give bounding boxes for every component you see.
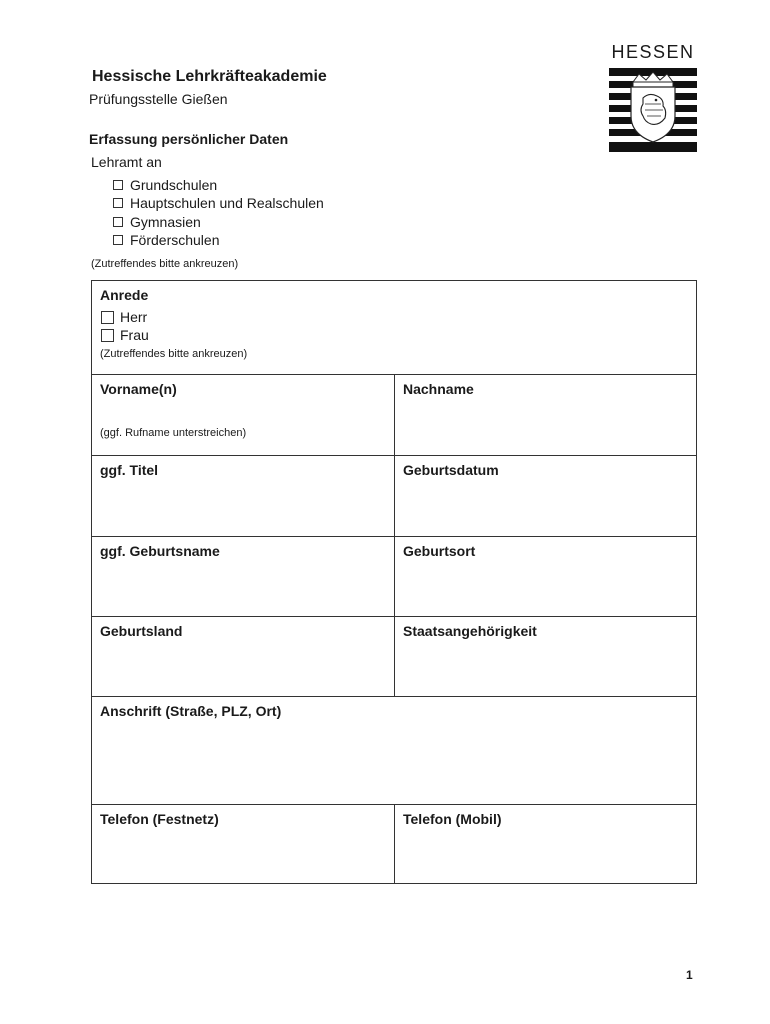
- vorname-note: (ggf. Rufname unterstreichen): [100, 427, 247, 439]
- option-label: Förderschulen: [130, 232, 220, 249]
- telefon-mobil-label: Telefon (Mobil): [403, 811, 502, 827]
- geburtsname-field[interactable]: [92, 537, 395, 616]
- titel-label: ggf. Titel: [100, 462, 159, 478]
- department-subtitle: Prüfungsstelle Gießen: [89, 91, 228, 107]
- titel-field[interactable]: [92, 456, 395, 536]
- personal-data-form: [91, 280, 697, 884]
- lehramt-option-haupt-realschulen[interactable]: [113, 194, 324, 212]
- nachname-field[interactable]: [395, 375, 697, 455]
- anschrift-field[interactable]: [92, 697, 696, 804]
- anrede-note: (Zutreffendes bitte ankreuzen): [100, 348, 248, 360]
- checkbox[interactable]: [113, 235, 123, 245]
- logo-wordmark: HESSEN: [611, 42, 695, 62]
- nachname-label: Nachname: [403, 381, 474, 397]
- checkbox[interactable]: [101, 311, 114, 324]
- organization-title: Hessische Lehrkräfteakademie: [92, 68, 327, 85]
- vorname-label: Vorname(n): [100, 381, 177, 397]
- hessen-coat-of-arms-icon: [609, 68, 697, 154]
- geburtsland-label: Geburtsland: [100, 623, 183, 639]
- telefon-festnetz-label: Telefon (Festnetz): [100, 811, 219, 827]
- staatsangehoerigkeit-field[interactable]: [395, 617, 697, 696]
- geburtsort-label: Geburtsort: [403, 543, 476, 559]
- lehramt-label: Lehramt an: [91, 154, 162, 170]
- option-label: Gymnasien: [130, 213, 201, 230]
- geburtsname-label: ggf. Geburtsname: [100, 543, 220, 559]
- option-label: Herr: [120, 309, 148, 325]
- hessen-logo: [609, 42, 697, 154]
- anrede-option-herr[interactable]: [101, 308, 149, 326]
- lehramt-options: [113, 176, 324, 249]
- row-land: [92, 617, 696, 697]
- lehramt-option-grundschulen[interactable]: [113, 176, 324, 194]
- checkbox[interactable]: [113, 180, 123, 190]
- anrede-cell: [92, 281, 696, 374]
- page-number: 1: [686, 968, 693, 982]
- anschrift-label: Anschrift (Straße, PLZ, Ort): [100, 703, 282, 719]
- row-anrede: [92, 281, 696, 375]
- anrede-option-frau[interactable]: [101, 326, 149, 344]
- option-label: Hauptschulen und Realschulen: [130, 195, 324, 212]
- geburtsdatum-field[interactable]: [395, 456, 697, 536]
- vorname-field[interactable]: [92, 375, 395, 455]
- geburtsland-field[interactable]: [92, 617, 395, 696]
- checkbox[interactable]: [101, 329, 114, 342]
- option-label: Grundschulen: [130, 177, 218, 194]
- telefon-festnetz-field[interactable]: [92, 805, 395, 883]
- row-name: [92, 375, 696, 456]
- option-label: Frau: [120, 327, 149, 343]
- row-telefon: [92, 805, 696, 883]
- lehramt-option-gymnasien[interactable]: [113, 213, 324, 231]
- section-title: Erfassung persönlicher Daten: [89, 131, 289, 147]
- row-anschrift: [92, 697, 696, 805]
- lehramt-note: (Zutreffendes bitte ankreuzen): [91, 258, 239, 270]
- anrede-options: [101, 308, 149, 344]
- staatsangehoerigkeit-label: Staatsangehörigkeit: [403, 623, 537, 639]
- checkbox[interactable]: [113, 217, 123, 227]
- lehramt-option-foerderschulen[interactable]: [113, 231, 324, 249]
- row-geburt: [92, 537, 696, 617]
- geburtsort-field[interactable]: [395, 537, 697, 616]
- telefon-mobil-field[interactable]: [395, 805, 697, 883]
- row-titel: [92, 456, 696, 537]
- geburtsdatum-label: Geburtsdatum: [403, 462, 499, 478]
- checkbox[interactable]: [113, 198, 123, 208]
- anrede-label: Anrede: [100, 287, 149, 303]
